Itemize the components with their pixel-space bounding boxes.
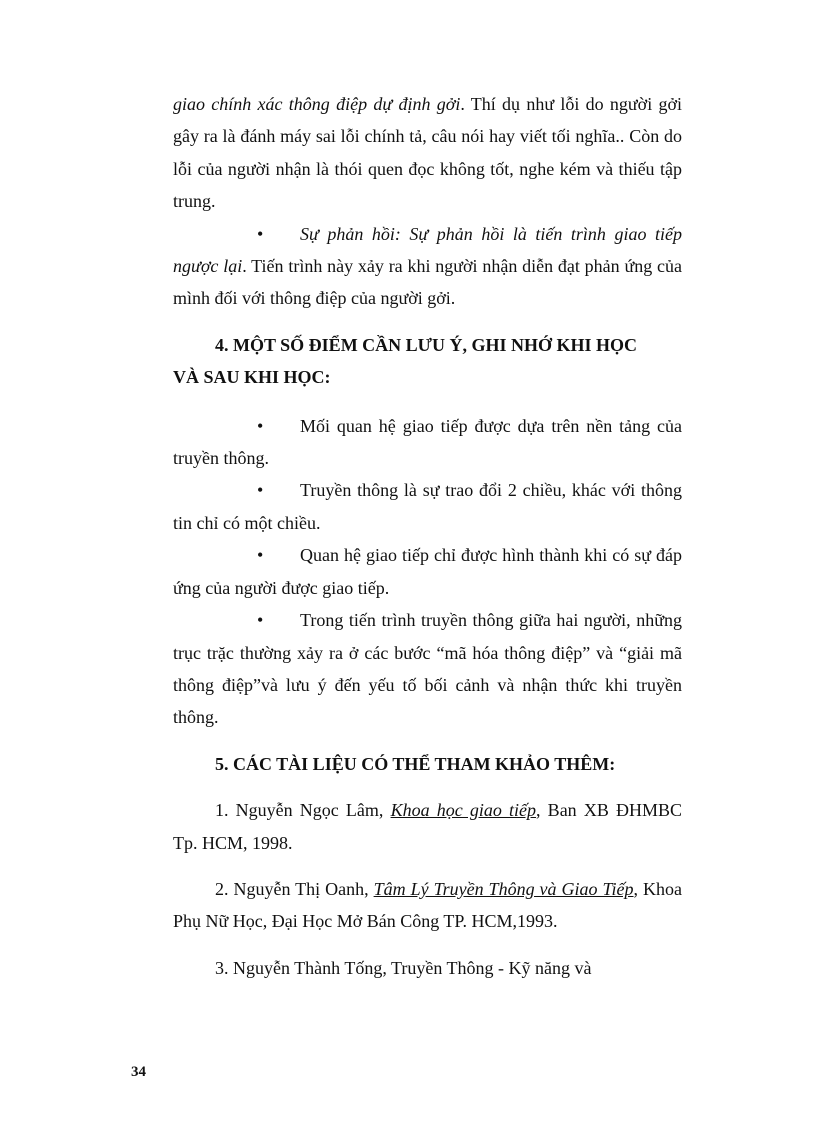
reference-item (173, 873, 682, 938)
bullet-icon: • (257, 480, 264, 501)
reference-author: Nguyễn Thành Tống, Truyền Thông - Kỹ năng và (233, 957, 592, 978)
list-item (173, 539, 682, 604)
reference-number: 3. (215, 957, 229, 978)
intro-italic: giao chính xác thông điệp dự định gởi (173, 94, 461, 114)
section4-heading-line2: VÀ SAU KHI HỌC: (173, 367, 331, 388)
intro-text: . Thí dụ như lỗi do người gởi gây ra là đánh máy sai lỗi chính tả, câu nói hay viết tối nghĩa.. Còn do lỗi của người nhận là thói quen đọc không tốt, nghe kém và thiếu tập trung. (173, 94, 682, 212)
feedback-italic: Sự phản hồi: Sự phản hồi là tiến trình giao tiếp ngược lại (173, 223, 682, 277)
reference-number: 1. (215, 800, 229, 821)
page-number: 34 (131, 1064, 146, 1080)
section4-heading (173, 329, 682, 361)
list-item-text: Truyền thông là sự trao đổi 2 chiều, khác với thông tin chỉ có một chiều. (173, 480, 682, 533)
reference-author: Nguyễn Ngọc Lâm, (235, 800, 391, 821)
feedback-text: . Tiến trình này xảy ra khi người nhận diễn đạt phản ứng của mình đối với thông điệp của người gởi. (173, 256, 682, 309)
section5-heading: 5. CÁC TÀI LIỆU CÓ THỂ THAM KHẢO THÊM: (215, 753, 616, 774)
list-item (173, 474, 682, 539)
intro-paragraph (173, 88, 682, 218)
list-item (173, 604, 682, 734)
bullet-icon: • (257, 415, 264, 436)
list-item-text: Mối quan hệ giao tiếp được dựa trên nền tảng của truyền thông. (173, 415, 682, 469)
reference-item (173, 794, 682, 859)
page-body (173, 88, 682, 984)
bullet-icon: • (257, 545, 264, 566)
reference-rest: , Ban XB ĐHMBC Tp. HCM, 1998. (173, 800, 683, 853)
list-item-text: Quan hệ giao tiếp chỉ được hình thành khi có sự đáp ứng của người được giao tiếp. (173, 545, 682, 598)
reference-item (173, 952, 682, 984)
feedback-bullet-item (173, 218, 682, 315)
bullet-icon: • (257, 610, 264, 631)
reference-rest: , Khoa Phụ Nữ Học, Đại Học Mở Bán Công TP. HCM,1993. (173, 878, 682, 932)
bullet-icon: • (257, 223, 264, 244)
reference-number: 2. (215, 878, 229, 899)
section4-heading-line1: 4. MỘT SỐ ĐIỂM CẦN LƯU Ý, GHI NHỚ KHI HỌC (215, 334, 638, 355)
reference-title: Tâm Lý Truyền Thông và Giao Tiếp (373, 878, 634, 899)
section4-heading-2 (173, 361, 682, 393)
list-item-text: Trong tiến trình truyền thông giữa hai người, những trục trặc thường xảy ra ở các bước “mã hóa thông điệp” và “giải mã thông điệp”và lưu ý đến yếu tố bối cảnh và nhận thức khi truyền thông. (173, 610, 682, 728)
reference-author: Nguyễn Thị Oanh, (233, 878, 374, 899)
list-item (173, 410, 682, 475)
reference-title: Khoa học giao tiếp (390, 800, 537, 821)
